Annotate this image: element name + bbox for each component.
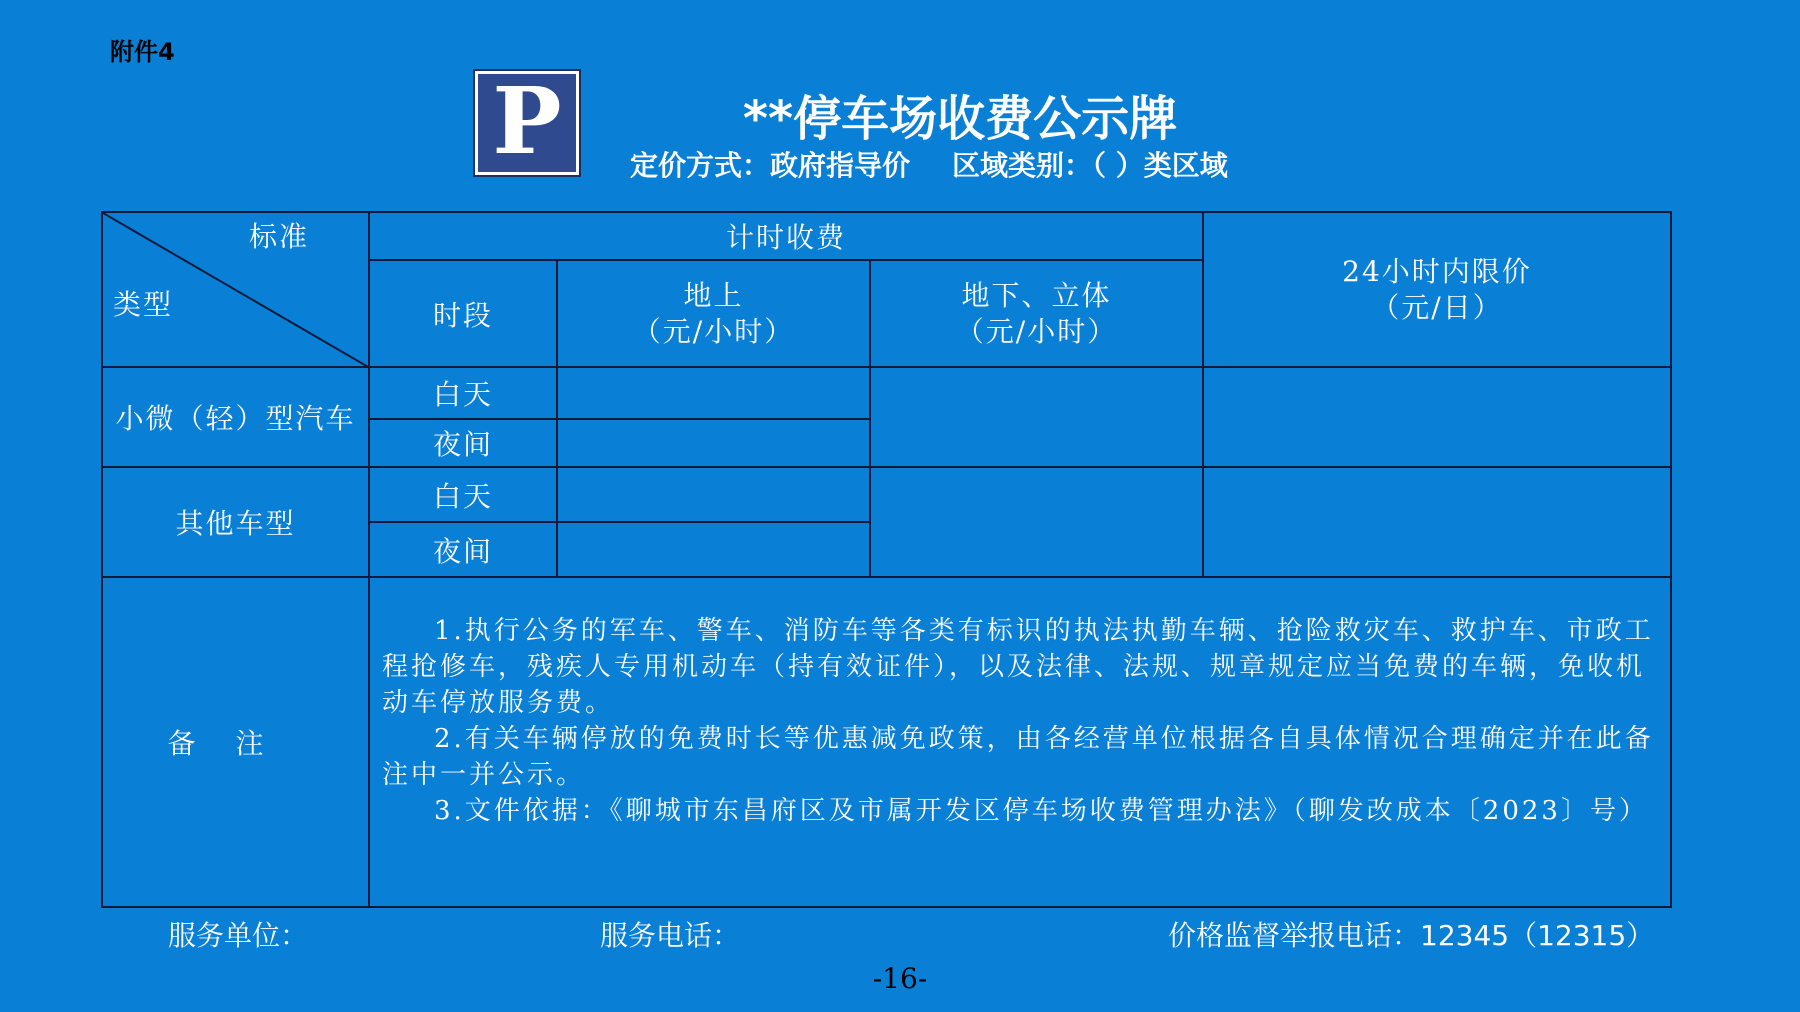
area-category: 区域类别：（ ）类区域 <box>952 149 1228 182</box>
underground-unit: （元/小时） <box>955 314 1118 348</box>
corner-type: 类型 <box>113 288 174 321</box>
limit-fee-cell <box>1203 467 1671 577</box>
ground-header-cell <box>557 260 870 367</box>
corner-standard: 标准 <box>249 220 310 253</box>
page-title: **停车场收费公示牌 <box>742 91 1178 147</box>
ground-fee-cell <box>557 522 870 577</box>
corner-header-cell <box>102 212 369 367</box>
service-unit: 服务单位： <box>168 919 309 952</box>
period-cell: 白天 <box>369 467 557 522</box>
timed-fee-header: 计时收费 <box>369 212 1203 260</box>
period-cell: 白天 <box>369 367 557 419</box>
ground-fee-cell <box>557 367 870 419</box>
remark-item: 3.文件依据：《聊城市东昌府区及市属开发区停车场收费管理办法》（聊发改成本〔2023〕号） <box>434 796 1648 826</box>
underground-fee-cell <box>870 367 1203 467</box>
limit-header: 24小时内限价 <box>1342 254 1532 288</box>
remark-item: 2.有关车辆停放的免费时长等优惠减免政策，由各经营单位根据各自具体情况合理确定并在此备注中一并公示。 <box>382 724 1654 790</box>
period-cell: 夜间 <box>369 419 557 467</box>
attachment-label: 附件4 <box>110 38 175 66</box>
price-report-phone: 价格监督举报电话：12345（12315） <box>1168 919 1655 952</box>
page-number: -16- <box>872 962 928 995</box>
subtitle <box>630 144 1228 184</box>
vehicle-type-cell: 小微（轻）型汽车 <box>102 367 369 467</box>
fee-table <box>101 211 1672 908</box>
ground-unit: （元/小时） <box>632 314 795 348</box>
ground-header: 地上 <box>683 278 744 312</box>
vehicle-type-cell: 其他车型 <box>102 467 369 577</box>
pricing-method: 定价方式：政府指导价 <box>630 149 911 182</box>
underground-header: 地下、立体 <box>961 278 1112 312</box>
limit-header-cell <box>1203 212 1671 367</box>
underground-header-cell <box>870 260 1203 367</box>
ground-fee-cell <box>557 467 870 522</box>
remark-item: 1.执行公务的军车、警车、消防车等各类有标识的执法执勤车辆、抢险救灾车、救护车、市政工程抢修车，残疾人专用机动车（持有效证件），以及法律、法规、规章规定应当免费的车辆，免收机动车停放服务费。 <box>382 616 1654 718</box>
remarks-cell <box>369 577 1671 907</box>
parking-logo-letter: P <box>492 67 562 175</box>
parking-icon <box>475 67 579 175</box>
ground-fee-cell <box>557 419 870 467</box>
limit-unit: （元/日） <box>1371 290 1503 324</box>
limit-fee-cell <box>1203 367 1671 467</box>
service-phone: 服务电话： <box>600 919 741 952</box>
underground-fee-cell <box>870 467 1203 577</box>
period-header: 时段 <box>369 260 557 367</box>
remarks-label: 备注 <box>102 577 369 907</box>
period-cell: 夜间 <box>369 522 557 577</box>
